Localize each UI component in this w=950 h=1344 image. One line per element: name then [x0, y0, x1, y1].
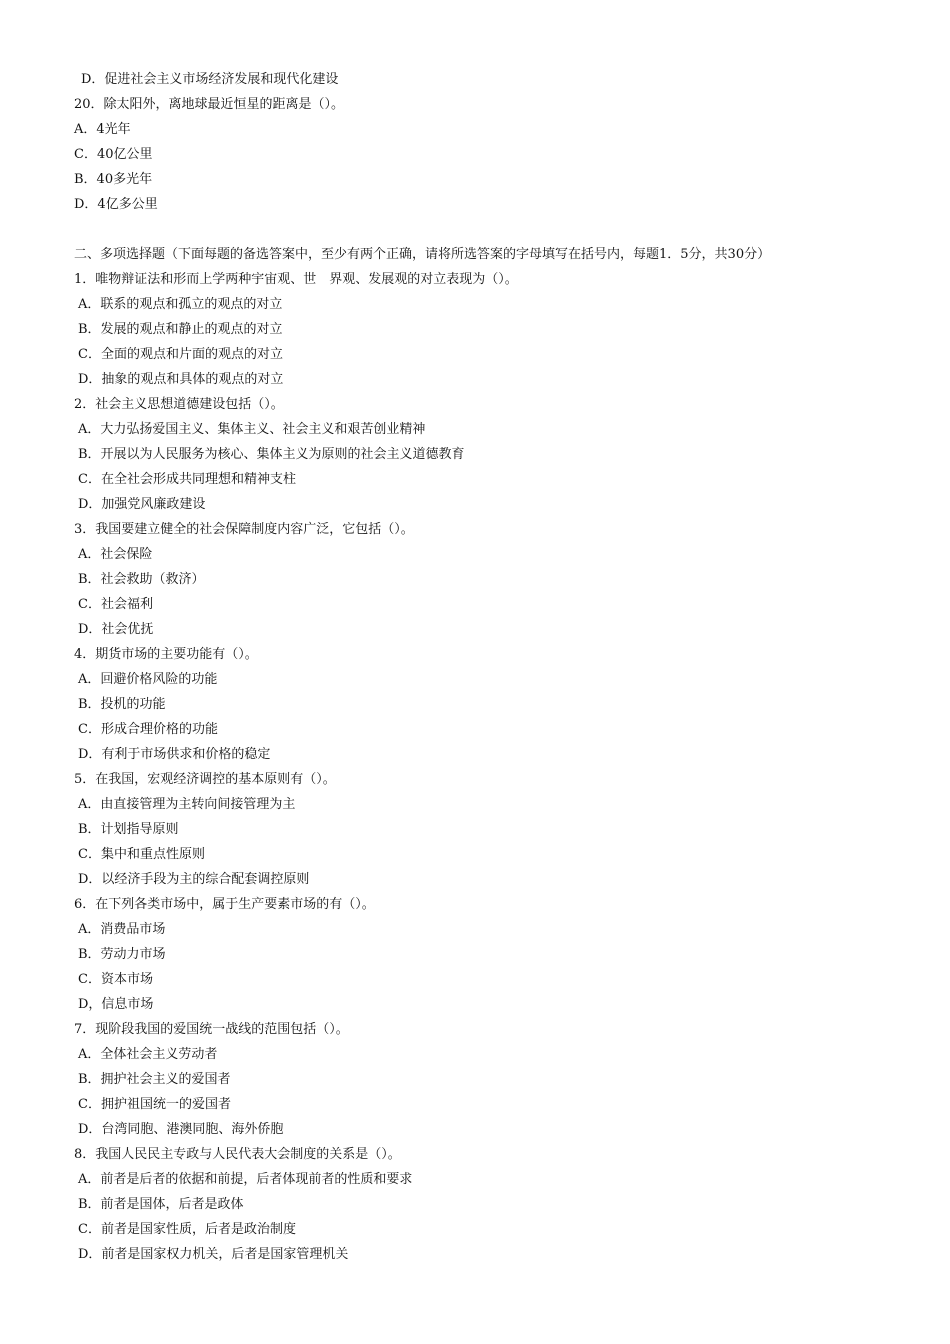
question-option: D．前者是国家权力机关，后者是国家管理机关	[78, 1247, 349, 1262]
question-option: D．社会优抚	[78, 622, 154, 637]
question-option: A．回避价格风险的功能	[78, 672, 218, 687]
question-option: B．开展以为人民服务为核心、集体主义为原则的社会主义道德教育	[78, 447, 465, 462]
question-option: B．投机的功能	[78, 697, 166, 712]
question-stem: 6．在下列各类市场中，属于生产要素市场的有（）。	[74, 897, 375, 912]
question-option: A．大力弘扬爱国主义、集体主义、社会主义和艰苦创业精神	[78, 422, 426, 437]
question-option: D．抽象的观点和具体的观点的对立	[78, 372, 284, 387]
question-stem: 2．社会主义思想道德建设包括（）。	[74, 397, 284, 412]
question-20-option: B．40多光年	[74, 172, 153, 187]
question-option: A．联系的观点和孤立的观点的对立	[78, 297, 283, 312]
question-stem: 7．现阶段我国的爱国统一战线的范围包括（）。	[74, 1022, 349, 1037]
question-option: D，信息市场	[78, 997, 154, 1012]
question-option: C．全面的观点和片面的观点的对立	[78, 347, 283, 362]
question-option: D．台湾同胞、港澳同胞、海外侨胞	[78, 1122, 284, 1137]
question-option: A．由直接管理为主转向间接管理为主	[78, 797, 296, 812]
question-option: C．形成合理价格的功能	[78, 722, 218, 737]
question-option: D．以经济手段为主的综合配套调控原则	[78, 872, 310, 887]
question-option: A．社会保险	[78, 547, 153, 562]
question-stem: 1．唯物辩证法和形而上学两种宇宙观、世 界观、发展观的对立表现为（）。	[74, 272, 518, 287]
question-option: C．拥护祖国统一的爱国者	[78, 1097, 231, 1112]
question-option: A．前者是后者的依据和前提，后者体现前者的性质和要求	[78, 1172, 413, 1187]
question-option: D．有利于市场供求和价格的稳定	[78, 747, 271, 762]
question-option: B．劳动力市场	[78, 947, 166, 962]
section-heading-multiple-choice: 二、多项选择题（下面每题的备选答案中，至少有两个正确，请将所选答案的字母填写在括号内，每题1．5分，共30分）	[74, 247, 771, 262]
question-option: D．加强党风廉政建设	[78, 497, 206, 512]
question-stem: 5．在我国，宏观经济调控的基本原则有（）。	[74, 772, 336, 787]
question-20-option: C．40亿公里	[74, 147, 153, 162]
question-option: B．拥护社会主义的爱国者	[78, 1072, 231, 1087]
question-option: A．消费品市场	[78, 922, 166, 937]
question-option: B．前者是国体，后者是政体	[78, 1197, 244, 1212]
question-option: C．社会福利	[78, 597, 153, 612]
question-stem: 3．我国要建立健全的社会保障制度内容广泛，它包括（）。	[74, 522, 414, 537]
question-option: B．计划指导原则	[78, 822, 179, 837]
question-option: B．发展的观点和静止的观点的对立	[78, 322, 283, 337]
question-20-option: D．4亿多公里	[74, 197, 158, 212]
question-option: C．前者是国家性质，后者是政治制度	[78, 1222, 296, 1237]
question-option: C．资本市场	[78, 972, 153, 987]
question-stem: 8．我国人民民主专政与人民代表大会制度的关系是（）。	[74, 1147, 401, 1162]
question-option: C．在全社会形成共同理想和精神支柱	[78, 472, 296, 487]
question-option: B．社会救助（救济）	[78, 572, 205, 587]
question-stem: 4．期货市场的主要功能有（）。	[74, 647, 258, 662]
question-option: C．集中和重点性原则	[78, 847, 205, 862]
question-20-option: A．4光年	[74, 122, 131, 137]
prev-question-option-d: D．促进社会主义市场经济发展和现代化建设	[81, 72, 339, 87]
question-option: A．全体社会主义劳动者	[78, 1047, 218, 1062]
question-20-stem: 20．除太阳外，离地球最近恒星的距离是（）。	[74, 97, 345, 112]
